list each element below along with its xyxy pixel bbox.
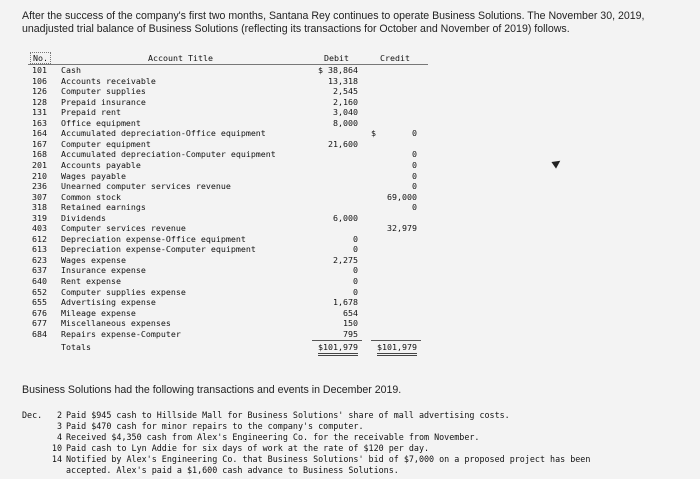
transactions-list [22,410,682,476]
transaction-month: Dec. [22,410,43,420]
account-number: 236 [32,181,47,192]
account-title: Wages payable [61,170,126,181]
credit-value: 69,000 [387,191,417,202]
transaction-text: Notified by Alex's Engineering Co. that Business Solutions' bid of $7,000 on a proposed project has been [66,454,591,464]
debit-value: 0 [353,286,358,297]
debit-value: 150 [343,318,358,329]
account-title: Miscellaneous expenses [61,318,171,329]
table-row [28,276,428,287]
header-account-title: Account Title [148,53,213,63]
account-title: Computer equipment [61,138,151,149]
credit-value: 0 [412,170,417,181]
credit-value: 0 [412,181,417,192]
header-credit: Credit [380,53,410,63]
totals-label: Totals [61,342,91,353]
account-title: Advertising expense [61,297,156,308]
table-header [28,52,428,65]
header-debit: Debit [324,53,349,63]
account-number: 164 [32,128,47,139]
transaction-day: 2 [56,410,62,420]
account-title: Computer supplies [61,86,146,97]
debit-value: 654 [343,307,358,318]
table-row [28,181,428,192]
account-number: 210 [32,170,47,181]
table-row [28,97,428,108]
account-title: Computer services revenue [61,223,186,234]
transaction-continuation [22,465,682,476]
transaction-day: 4 [56,432,62,442]
debit-value: 0 [353,233,358,244]
transaction-text: Paid $945 cash to Hillside Mall for Business Solutions' share of mall advertising costs. [66,410,510,420]
transaction-text: Received $4,350 cash from Alex's Engineering Co. for the receivable from November. [66,432,480,442]
table-row [28,297,428,308]
table-row [28,139,428,150]
account-title: Depreciation expense-Computer equipment [61,244,256,255]
transaction-text: Paid cash to Lyn Addie for six days of work at the rate of $120 per day. [66,443,430,453]
table-row [28,255,428,266]
account-title: Insurance expense [61,265,146,276]
table-row [28,86,428,97]
table-row [28,318,428,329]
transaction-text: Paid $470 cash for minor repairs to the company's computer. [66,421,364,431]
debit-value: 13,318 [328,75,358,86]
debit-value: 0 [353,244,358,255]
table-row [28,107,428,118]
account-number: 201 [32,159,47,170]
account-number: 613 [32,244,47,255]
debit-value: 2,545 [333,86,358,97]
account-number: 106 [32,75,47,86]
totals-row [28,342,428,353]
debit-value: 8,000 [333,117,358,128]
account-title: Cash [61,65,81,75]
account-number: 163 [32,117,47,128]
account-number: 640 [32,276,47,286]
account-number: 403 [32,223,47,234]
debit-total-rule [312,340,362,341]
credit-value: 0 [412,128,417,139]
credit-total: $101,979 [377,342,417,356]
account-title: Computer supplies expense [61,286,186,297]
table-row [28,171,428,182]
account-number: 677 [32,318,47,329]
credit-value: 0 [412,159,417,170]
table-row [28,202,428,213]
transaction-day: 14 [51,454,62,464]
account-number: 101 [32,65,47,75]
transaction-item [22,454,682,465]
debit-value: 3,040 [333,107,358,118]
account-number: 612 [32,233,47,244]
table-row [28,329,428,340]
account-number: 637 [32,265,47,276]
account-number: 131 [32,107,47,118]
account-number: 167 [32,138,47,149]
account-title: Unearned computer services revenue [61,181,231,192]
account-title: Accumulated depreciation-Office equipment [61,128,266,139]
transaction-item [22,432,682,443]
account-number: 655 [32,297,47,308]
debit-value: 1,678 [333,297,358,308]
table-row [28,128,428,139]
account-number: 623 [32,254,47,265]
table-row [28,308,428,319]
intro-paragraph: After the success of the company's first two months, Santana Rey continues to operate Business Solutions. The November 30, 2019, unadjusted trial balance of Business Solutions (reflecting its transactions for October and November of 2019) follows. [22,10,645,35]
account-title: Repairs expense-Computer [61,328,181,339]
debit-total: $101,979 [318,342,358,356]
table-row [28,244,428,255]
account-title: Accounts receivable [61,75,156,86]
account-number: 318 [32,202,47,213]
credit-value: 0 [412,202,417,213]
transactions-heading: Business Solutions had the following transactions and events in December 2019. [22,384,402,396]
debit-value: 2,275 [333,254,358,265]
table-row [28,160,428,171]
transaction-item [22,443,682,454]
account-number: 676 [32,307,47,318]
table-row [28,192,428,203]
credit-value: 32,979 [387,223,417,234]
account-number: 684 [32,328,47,339]
debit-value: 21,600 [328,138,358,149]
debit-value: 2,160 [333,96,358,107]
account-number: 128 [32,96,47,107]
account-title: Retained earnings [61,202,146,213]
trial-balance-table [28,52,428,364]
account-title: Prepaid insurance [61,96,146,107]
table-row [28,223,428,234]
account-title: Office equipment [61,117,141,128]
transaction-day: 3 [56,421,62,431]
account-title: Common stock [61,191,121,202]
debit-value: 6,000 [333,212,358,223]
credit-total-rule [371,340,421,341]
debit-value: 0 [353,276,358,286]
transaction-text-continued: accepted. Alex's paid a $1,600 cash advance to Business Solutions. [66,465,399,475]
header-no: No. [30,52,51,64]
credit-value: 0 [412,149,417,160]
table-row [28,118,428,129]
debit-value: 795 [343,328,358,339]
table-row [28,234,428,245]
account-title: Wages expense [61,254,126,265]
table-row [28,65,428,76]
account-number: 168 [32,149,47,160]
account-number: 319 [32,212,47,223]
table-row [28,287,428,298]
credit-dollar-sign: $ [371,128,376,139]
table-row [28,149,428,160]
table-row [28,213,428,224]
transaction-item [22,421,682,432]
table-row [28,265,428,276]
transaction-item [22,410,682,421]
table-row [28,76,428,87]
account-number: 126 [32,86,47,97]
account-title: Rent expense [61,276,121,286]
account-number: 307 [32,191,47,202]
transaction-day: 10 [51,443,62,453]
account-title: Dividends [61,212,106,223]
account-title: Accounts payable [61,159,141,170]
cursor-icon [551,157,562,168]
account-title: Mileage expense [61,307,136,318]
account-title: Accumulated depreciation-Computer equipment [61,149,276,160]
account-title: Prepaid rent [61,107,121,118]
debit-value: 0 [353,265,358,276]
account-number: 652 [32,286,47,297]
account-title: Depreciation expense-Office equipment [61,233,246,244]
debit-value: $ 38,864 [318,65,358,75]
